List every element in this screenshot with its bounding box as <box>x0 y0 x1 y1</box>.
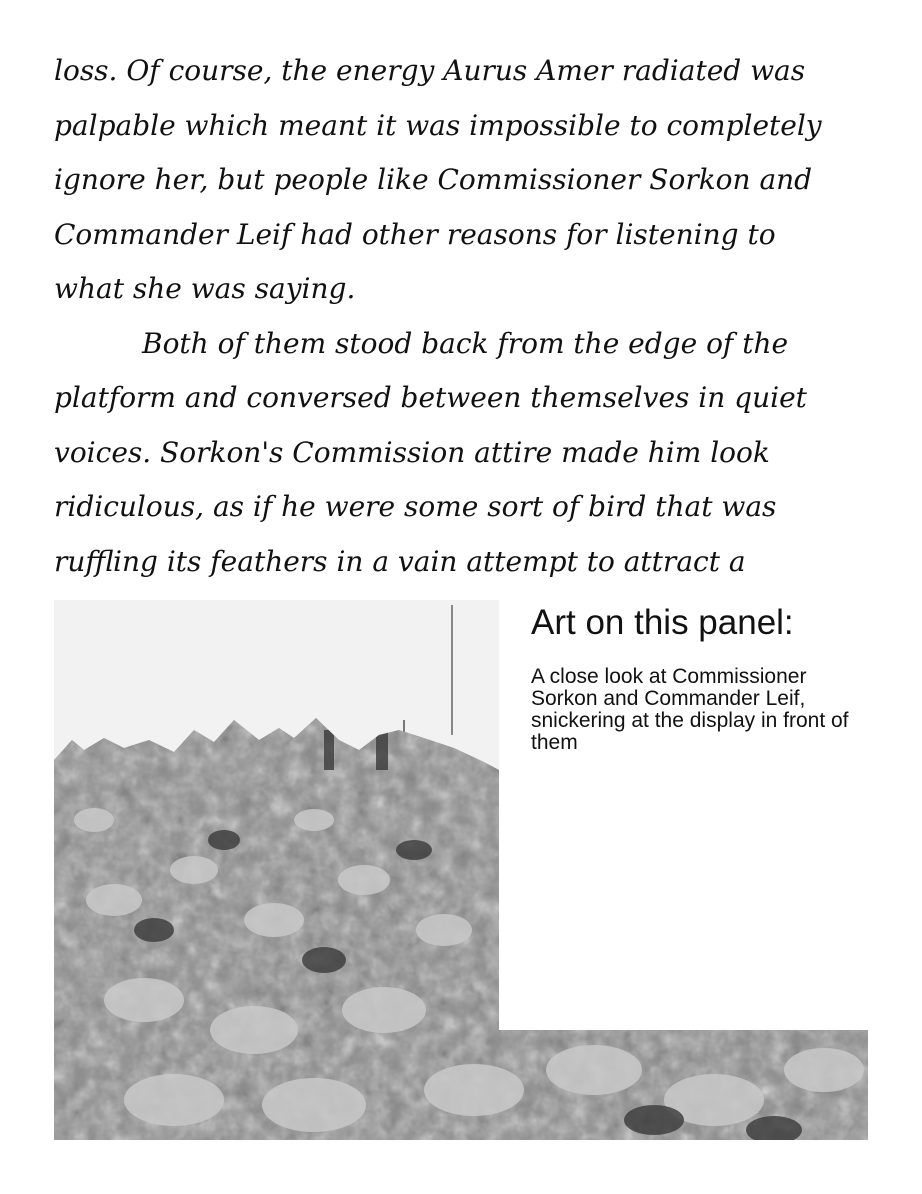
art-note-description: A close look at Commissioner Sorkon and Commander Leif, snickering at the display in front of them <box>531 665 849 754</box>
art-note-heading: Art on this panel: <box>531 603 794 642</box>
story-text <box>54 44 854 589</box>
story-paragraph-1: loss. Of course, the energy Aurus Amer radiated was palpable which meant it was impossible to completely ignore her, but people like Commissioner Sorkon and Commander Leif had other reasons for listening to what she was saying. <box>54 54 822 305</box>
story-paragraph-2: Both of them stood back from the edge of the platform and conversed between themselves in quiet voices. Sorkon's Commission attire made him look ridiculous, as if he were some sort of bird that was ruffling its feathers in a vain attempt to attract a <box>54 326 807 578</box>
art-note <box>531 602 861 754</box>
